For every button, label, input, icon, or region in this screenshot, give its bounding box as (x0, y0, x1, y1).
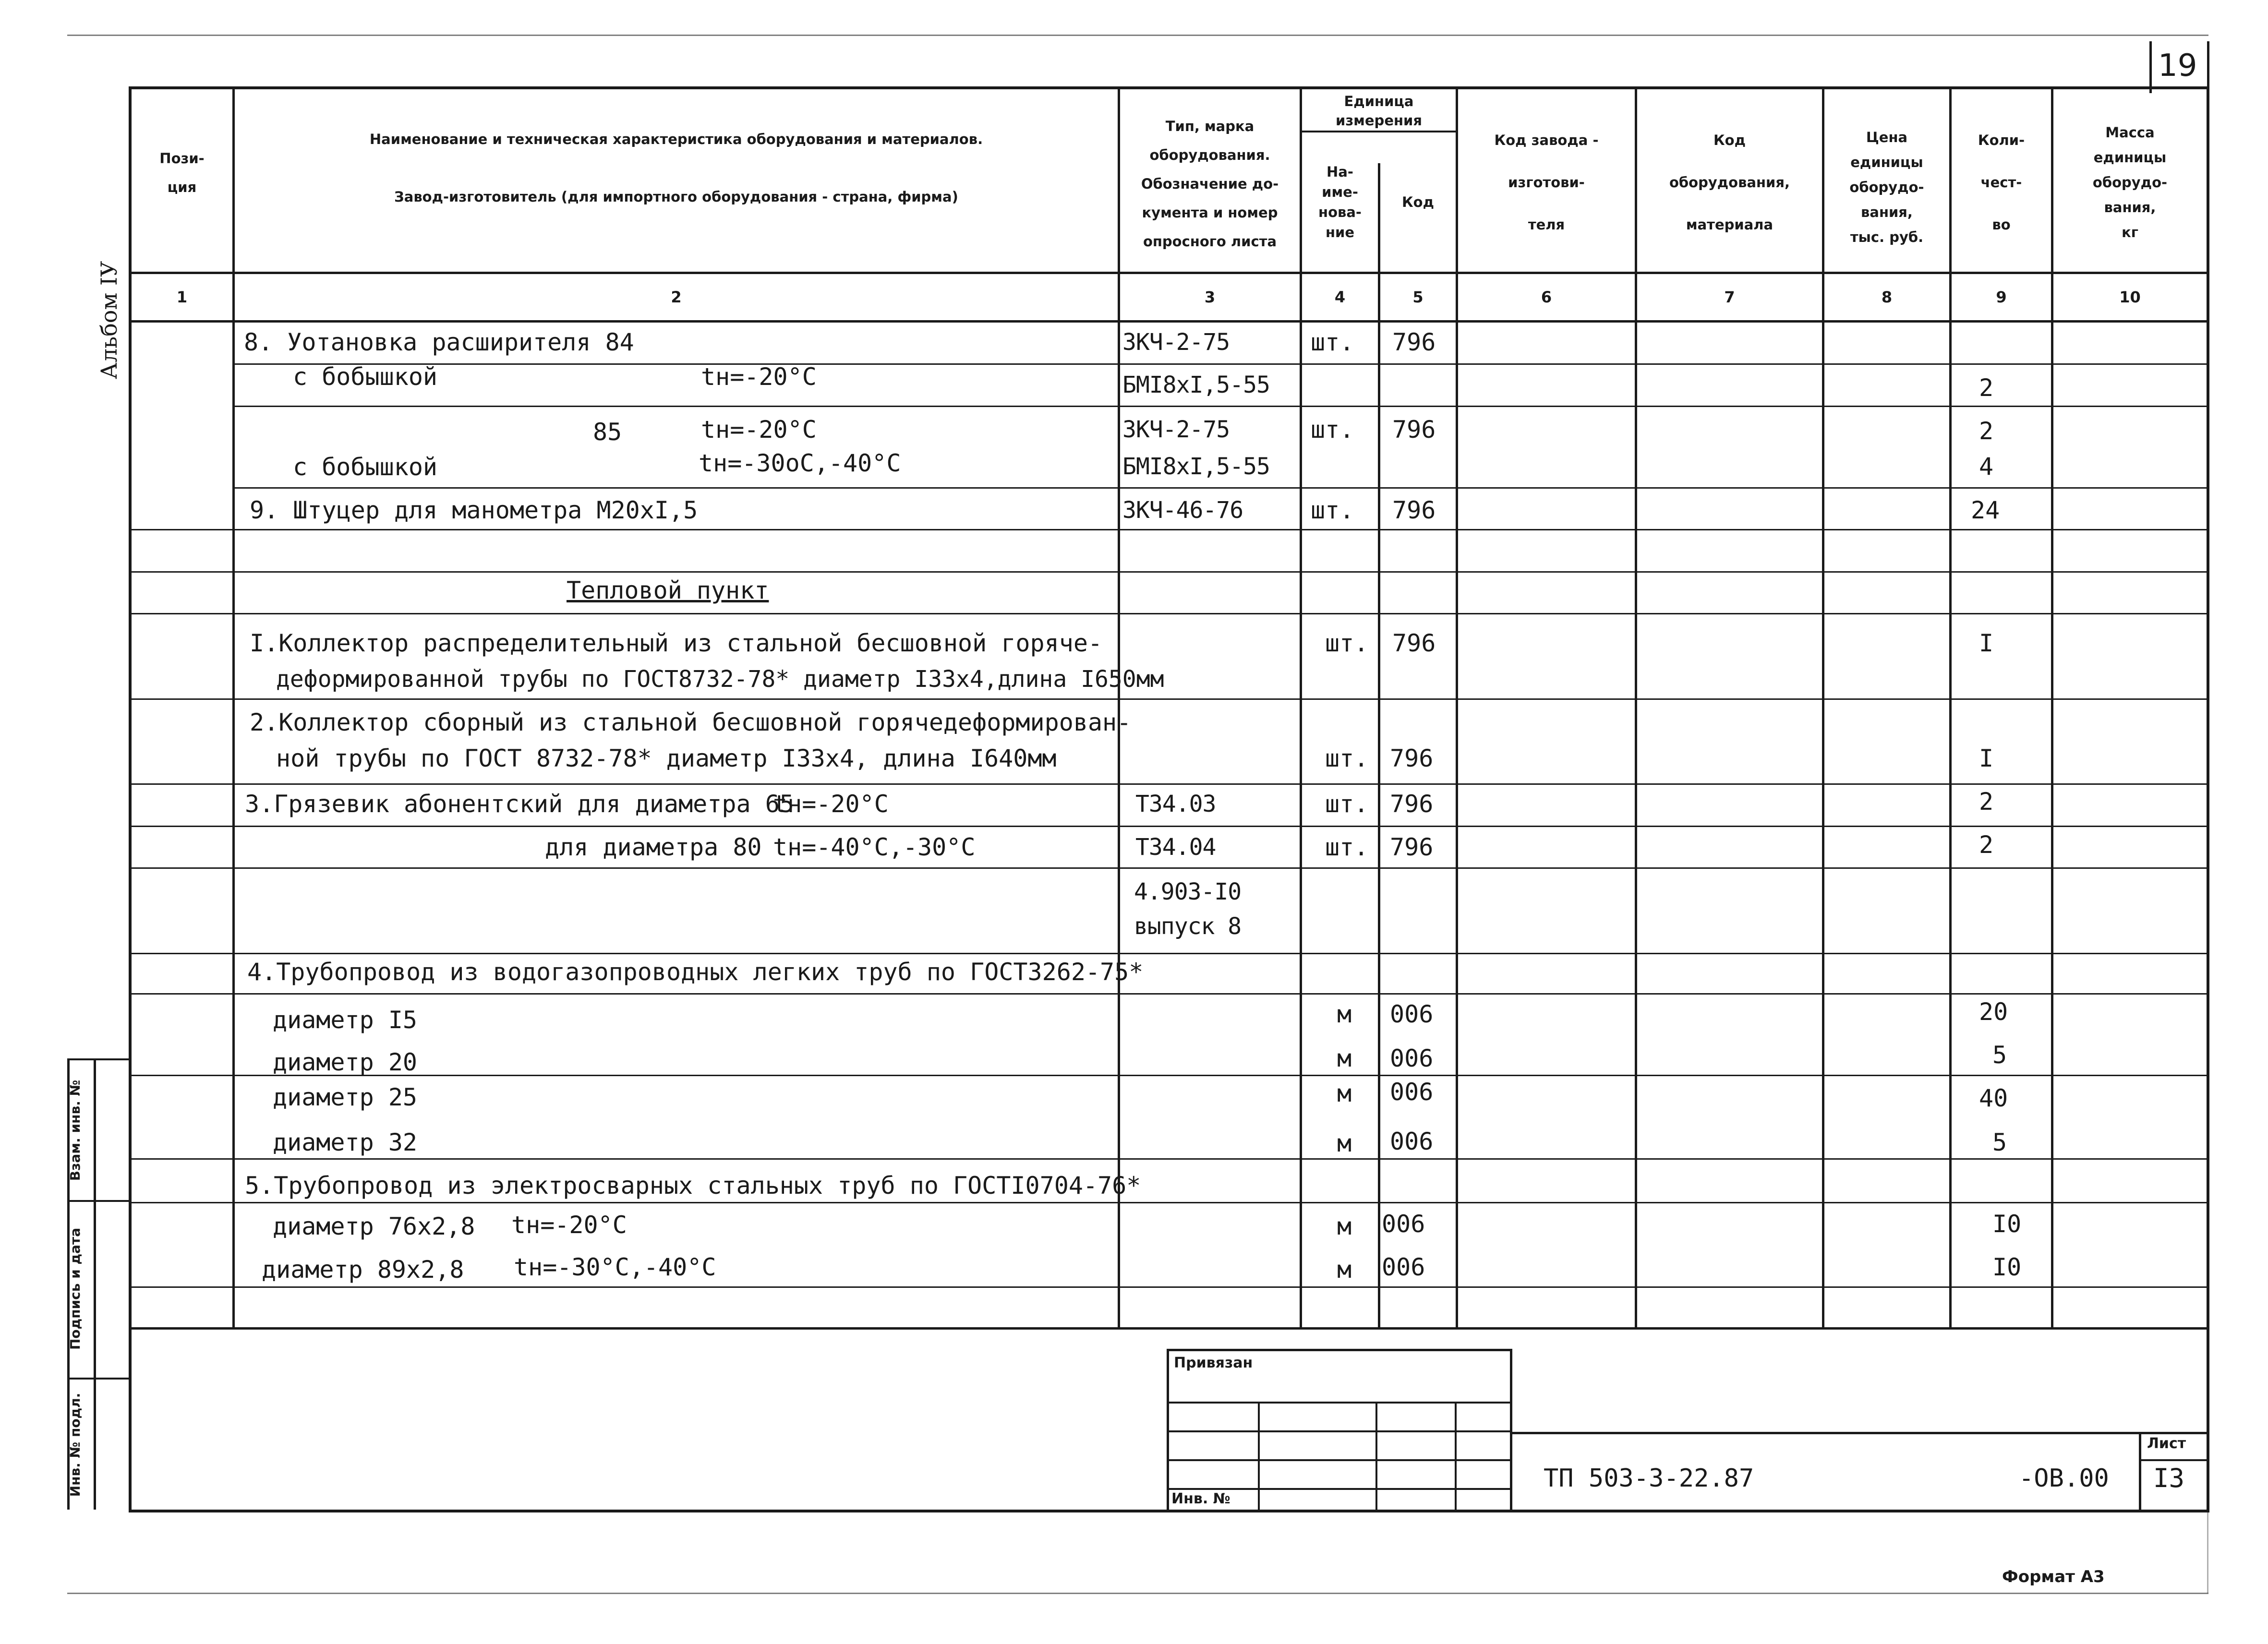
row-8-type: ЗКЧ-2-75 (1122, 329, 1230, 356)
header-price: Цена единицы оборудо- вания, тыс. руб. (1849, 129, 1924, 245)
row-p4a-code: 006 (1390, 1000, 1434, 1028)
row-9-qty: 24 (1971, 496, 2000, 524)
row-8b-type: ЗКЧ-2-75 (1122, 416, 1230, 443)
row-p3-name: 3.Грязевик абонентский для диаметра 65 (245, 790, 794, 818)
row-series-issue: выпуск 8 (1134, 913, 1242, 940)
row-p5b-qty: I0 (1992, 1253, 2022, 1281)
row-p3b-qty: 2 (1979, 831, 1994, 859)
row-8b-name: 85 (593, 418, 622, 446)
header-unit-group: Единица измерения (1336, 93, 1422, 129)
row-p3-unit: шт. (1325, 790, 1369, 818)
row-p4a-name: диаметр I5 (273, 1006, 418, 1034)
stamp-privyazan: Привязан (1174, 1355, 1253, 1371)
row-p4b-name: диаметр 20 (273, 1048, 418, 1076)
row-p3b-code: 796 (1390, 833, 1434, 861)
row-p5a-unit: м (1337, 1212, 1352, 1240)
col-number-9: 9 (1996, 288, 2007, 306)
row-8-code: 796 (1392, 328, 1436, 356)
header-equipment-code: Код оборудования, материала (1669, 132, 1790, 233)
row-p5a-qty: I0 (1992, 1210, 2022, 1238)
col-number-3: 3 (1204, 288, 1216, 306)
row-p3b-unit: шт. (1325, 833, 1369, 861)
stamp-doc-code: ТП 503-3-22.87 (1544, 1464, 1754, 1493)
page-number: 19 (2158, 48, 2197, 84)
row-8a-temp: tн=-20°С (701, 363, 817, 391)
section-title: Тепловой пункт (567, 576, 769, 604)
row-p5a-name: диаметр 76х2,8 (273, 1212, 475, 1240)
row-p1-unit: шт. (1325, 629, 1369, 657)
col-number-1: 1 (176, 288, 188, 306)
side-inv-podl: Инв. № подл. (67, 1392, 83, 1497)
row-p3b-name: для диаметра 80 (545, 833, 762, 861)
row-9-name: 9. Штуцер для манометра М20хI,5 (250, 496, 698, 524)
row-p4c-unit: м (1337, 1080, 1352, 1107)
header-plant-code: Код завода - изготови- теля (1494, 132, 1599, 233)
row-p2-unit: шт. (1325, 744, 1369, 772)
header-name: Наименование и техническая характеристика оборудования и материалов. Завод-изготовитель (для импортного оборудования - страна, фирма) (369, 131, 983, 205)
row-p5-name: 5.Трубопровод из электросварных стальных труб по ГОСТI0704-76* (245, 1172, 1141, 1200)
row-p2-name: 2.Коллектор сборный из стальной бесшовной горячедеформирован- (250, 708, 1132, 736)
row-8c-temp: tн=-30оС,-40°С (699, 449, 901, 477)
stamp-list-label: Лист (2147, 1435, 2186, 1452)
row-p2-cont: ной трубы по ГОСТ 8732-78* диаметр I33х4, длина I640мм (276, 744, 1057, 772)
header-type: Тип, марка оборудования. Обозначение до- кумента и номер опросного листа (1141, 118, 1279, 250)
row-9-type: ЗКЧ-46-76 (1122, 497, 1243, 524)
row-p1-cont: деформированной трубы по ГОСТ8732-78* диаметр I33х4,длина I650мм (276, 666, 1164, 693)
row-p5a-code: 006 (1382, 1210, 1425, 1238)
row-8b-qty: 2 (1979, 417, 1994, 445)
row-p1-qty: I (1979, 629, 1994, 657)
row-p5b-temp: tн=-30°С,-40°С (514, 1253, 716, 1281)
side-podpis-data: Подпись и дата (67, 1227, 83, 1350)
row-p4a-unit: м (1337, 1000, 1352, 1028)
col-number-5: 5 (1412, 288, 1424, 306)
col-number-6: 6 (1541, 288, 1552, 306)
row-p4c-name: диаметр 25 (273, 1083, 418, 1111)
row-p2-qty: I (1979, 744, 1994, 772)
row-p3b-type: Т34.04 (1135, 834, 1216, 861)
row-8a-name: с бобышкой (293, 363, 438, 391)
header-position: Пози- ция (159, 150, 205, 195)
col-number-8: 8 (1881, 288, 1893, 306)
row-8c-name: с бобышкой (293, 453, 438, 481)
stamp-list-number: I3 (2153, 1463, 2185, 1493)
row-p3-type: Т34.03 (1135, 791, 1216, 817)
row-p4d-qty: 5 (1992, 1128, 2007, 1156)
header-quantity: Коли- чест- во (1978, 132, 2025, 233)
row-p5b-name: диаметр 89х2,8 (262, 1256, 464, 1284)
row-p1-code: 796 (1392, 629, 1436, 657)
row-p4b-qty: 5 (1992, 1041, 2007, 1069)
row-8c-type: БМI8хI,5-55 (1122, 453, 1270, 480)
row-p4c-code: 006 (1390, 1078, 1434, 1106)
row-8b-temp: tн=-20°С (701, 416, 817, 444)
row-series-doc: 4.903-I0 (1134, 878, 1242, 905)
row-p3-code: 796 (1390, 790, 1434, 818)
row-p2-code: 796 (1390, 744, 1434, 772)
row-p3-qty: 2 (1979, 788, 1994, 816)
row-p4c-qty: 40 (1979, 1084, 2008, 1112)
row-8b-unit: шт. (1311, 416, 1354, 444)
format-label: Формат А3 (2002, 1567, 2105, 1586)
row-p4b-unit: м (1337, 1044, 1352, 1072)
stamp-inv-no: Инв. № (1171, 1490, 1231, 1507)
row-p4d-unit: м (1337, 1129, 1352, 1157)
col-number-4: 4 (1334, 288, 1346, 306)
row-p4a-qty: 20 (1979, 998, 2008, 1026)
row-p4-name: 4.Трубопровод из водогазопроводных легких труб по ГОСТ3262-75* (247, 958, 1144, 986)
row-8a-type: БМI8хI,5-55 (1122, 372, 1270, 398)
row-p5b-unit: м (1337, 1256, 1352, 1284)
col-number-7: 7 (1724, 288, 1735, 306)
album-label: Альбом IУ (96, 261, 122, 379)
row-8a-qty: 2 (1979, 374, 1994, 402)
col-number-2: 2 (671, 288, 682, 306)
row-8-name: 8. Уотановка расширителя 84 (244, 328, 634, 356)
row-p5a-temp: tн=-20°С (511, 1211, 627, 1239)
row-8-unit: шт. (1311, 328, 1354, 356)
col-number-10: 10 (2119, 288, 2141, 306)
row-p1-name: I.Коллектор распределительный из стальной бесшовной горяче- (250, 629, 1103, 657)
row-8b-code: 796 (1392, 416, 1436, 444)
row-p4b-code: 006 (1390, 1044, 1434, 1072)
row-p4d-code: 006 (1390, 1128, 1434, 1155)
header-mass: Масса единицы оборудо- вания, кг (2092, 124, 2168, 240)
row-9-code: 796 (1392, 496, 1436, 524)
header-unit-code: Код (1401, 194, 1435, 210)
row-p4d-name: диаметр 32 (273, 1128, 418, 1156)
row-p3-temp: tн=-20°С (773, 790, 889, 818)
stamp-doc-suffix: -ОВ.00 (2019, 1464, 2109, 1493)
row-8c-qty: 4 (1979, 453, 1994, 480)
side-vzam-inv: Взам. инв. № (67, 1080, 83, 1181)
header-unit-name: На- име- нова- ние (1318, 164, 1362, 240)
row-p3b-temp: tн=-40°С,-30°С (773, 833, 976, 861)
row-p5b-code: 006 (1382, 1253, 1425, 1281)
row-9-unit: шт. (1311, 496, 1354, 524)
